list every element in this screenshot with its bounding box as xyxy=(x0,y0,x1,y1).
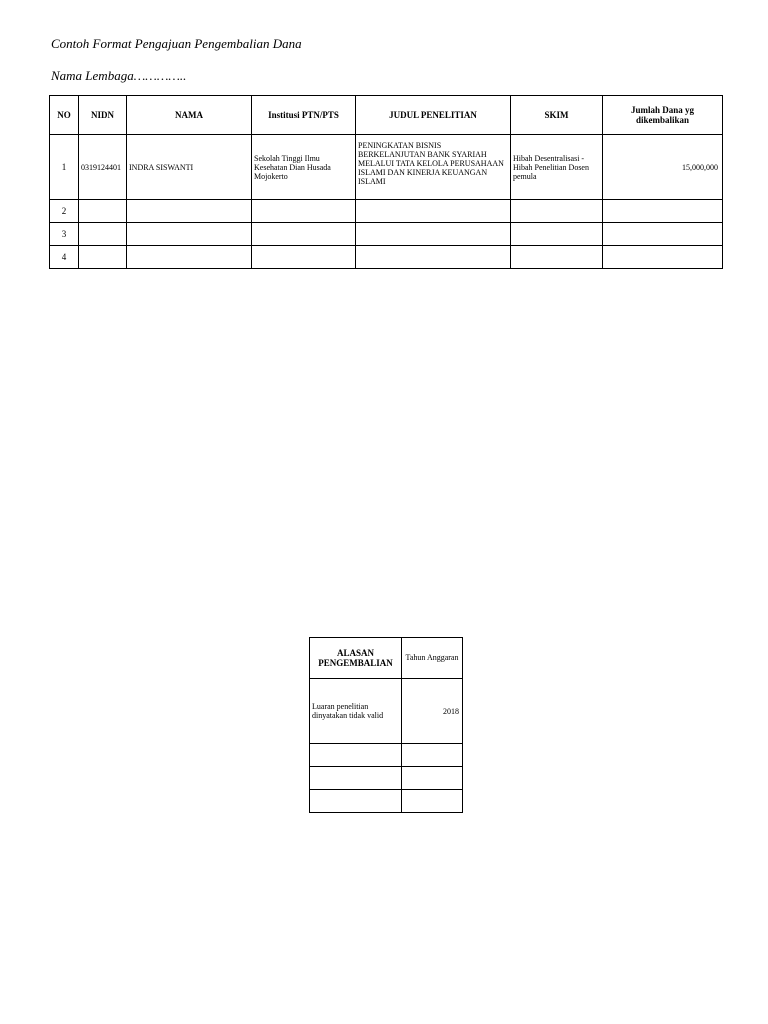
column-header-nama: NAMA xyxy=(127,96,252,135)
table-header-row xyxy=(50,96,723,135)
refund-submission-table xyxy=(49,95,723,269)
table-row xyxy=(50,200,723,223)
cell-jumlah: 15,000,000 xyxy=(603,135,723,200)
refund-reason-table xyxy=(309,637,463,813)
cell-jumlah xyxy=(603,200,723,223)
cell-institusi xyxy=(252,246,356,269)
table-row xyxy=(310,767,463,790)
cell-nidn xyxy=(79,246,127,269)
cell-judul xyxy=(356,246,511,269)
institution-name-label: Nama Lembaga………….. xyxy=(51,68,187,83)
table-row xyxy=(310,744,463,767)
table-row xyxy=(310,679,463,744)
cell-jumlah xyxy=(603,246,723,269)
cell-no: 1 xyxy=(50,135,79,200)
cell-alasan: Luaran penelitian dinyatakan tidak valid xyxy=(310,679,402,744)
cell-institusi xyxy=(252,200,356,223)
cell-institusi xyxy=(252,223,356,246)
column-header-skim: SKIM xyxy=(511,96,603,135)
cell-institusi: Sekolah Tinggi Ilmu Kesehatan Dian Husada Mojokerto xyxy=(252,135,356,200)
cell-jumlah xyxy=(603,223,723,246)
cell-nidn: 0319124401 xyxy=(79,135,127,200)
cell-nama xyxy=(127,223,252,246)
cell-no: 2 xyxy=(50,200,79,223)
cell-alasan xyxy=(310,767,402,790)
column-header-alasan: ALASAN PENGEMBALIAN xyxy=(310,638,402,679)
document-title: Contoh Format Pengajuan Pengembalian Dana xyxy=(51,36,302,51)
cell-skim: Hibah Desentralisasi - Hibah Penelitian Dosen pemula xyxy=(511,135,603,200)
column-header-tahun: Tahun Anggaran xyxy=(402,638,463,679)
cell-judul xyxy=(356,200,511,223)
cell-judul: PENINGKATAN BISNIS BERKELANJUTAN BANK SYARIAH MELALUI TATA KELOLA PERUSAHAAN ISLAMI DAN KINERJA KEUANGAN ISLAMI xyxy=(356,135,511,200)
cell-no: 4 xyxy=(50,246,79,269)
cell-skim xyxy=(511,246,603,269)
table-row xyxy=(310,790,463,813)
cell-nama: INDRA SISWANTI xyxy=(127,135,252,200)
table-row xyxy=(50,223,723,246)
column-header-no: NO xyxy=(50,96,79,135)
cell-judul xyxy=(356,223,511,246)
reason-table-header-row xyxy=(310,638,463,679)
cell-skim xyxy=(511,223,603,246)
cell-tahun xyxy=(402,790,463,813)
column-header-judul: JUDUL PENELITIAN xyxy=(356,96,511,135)
cell-skim xyxy=(511,200,603,223)
cell-nidn xyxy=(79,200,127,223)
cell-tahun xyxy=(402,767,463,790)
column-header-institusi: Institusi PTN/PTS xyxy=(252,96,356,135)
cell-no: 3 xyxy=(50,223,79,246)
cell-tahun xyxy=(402,744,463,767)
column-header-nidn: NIDN xyxy=(79,96,127,135)
cell-alasan xyxy=(310,744,402,767)
cell-nidn xyxy=(79,223,127,246)
cell-alasan xyxy=(310,790,402,813)
table-row xyxy=(50,135,723,200)
cell-tahun: 2018 xyxy=(402,679,463,744)
cell-nama xyxy=(127,246,252,269)
cell-nama xyxy=(127,200,252,223)
table-row xyxy=(50,246,723,269)
column-header-jumlah: Jumlah Dana yg dikembalikan xyxy=(603,96,723,135)
